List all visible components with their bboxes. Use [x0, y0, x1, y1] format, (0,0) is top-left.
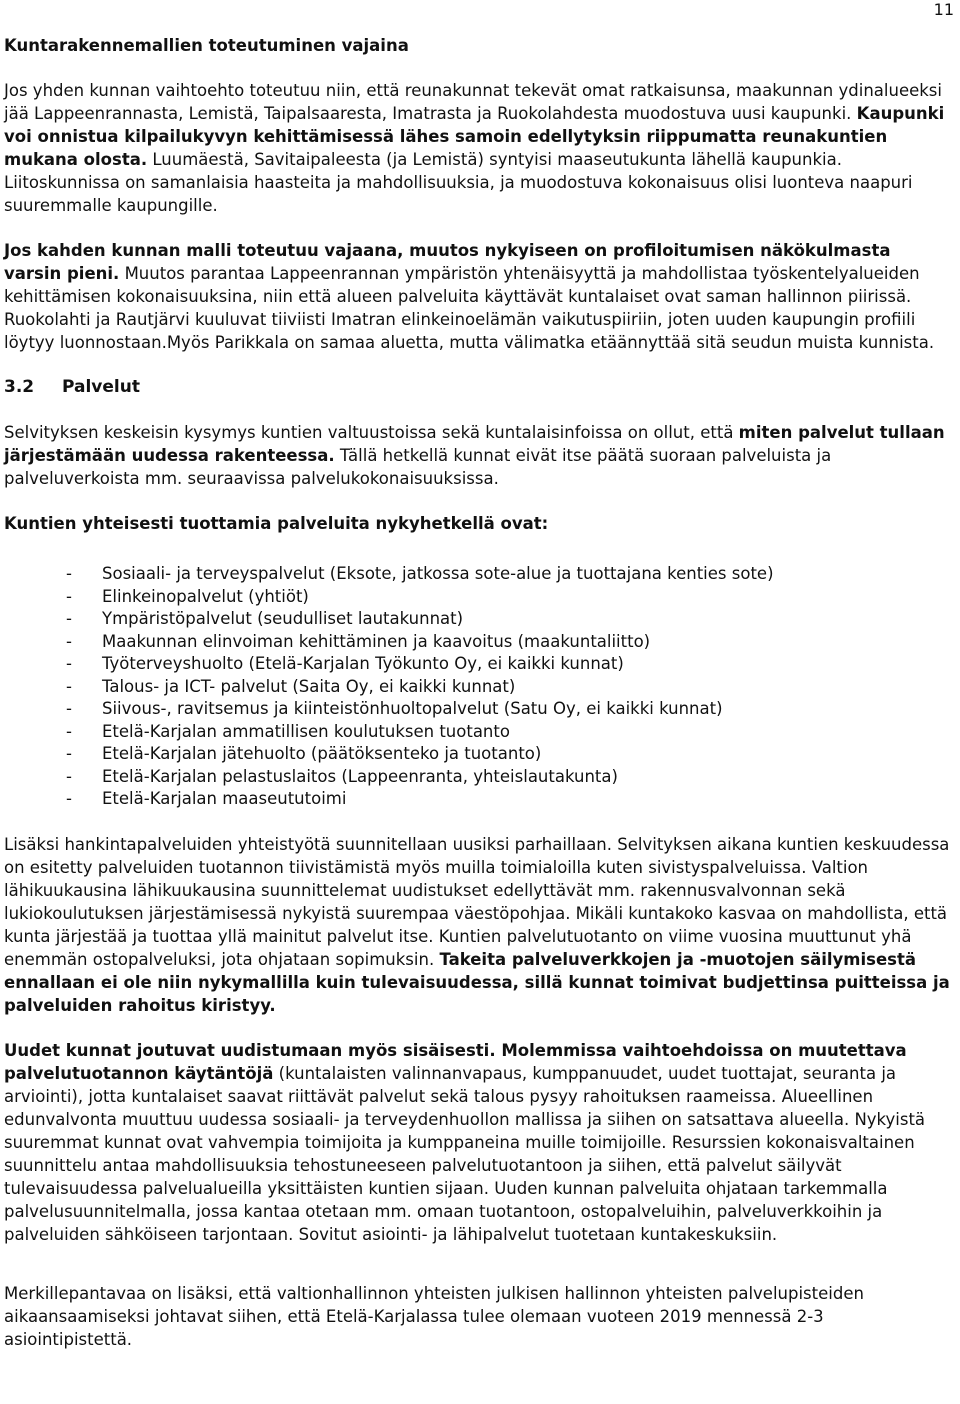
paragraph-3: Selvityksen keskeisin kysymys kuntien valtuustoissa sekä kuntalaisinfoissa on ollut, että miten palvelut tullaan järjestämään uudessa rakenteessa. Tällä hetkellä kunnat eivät itse päätä suoraan palveluista ja palveluverkoista mm. seuraavissa palvelukokonaisuuksissa. — [4, 423, 945, 488]
list-item — [66, 586, 952, 609]
paragraph-4: Lisäksi hankintapalveluiden yhteistyötä suunnitellaan uusiksi parhaillaan. Selvityksen aikana kuntien keskuudessa on esitetty palveluiden tuotannon tiivistämistä myös muilla toimialoilla kuten sivistyspalveluissa. Valtion lähikuukausina lähikuukausina suunnittelemat uudistukset edellyttävät mm. rakennusvalvonnan sekä lukiokoulutuksen järjestämisessä nykyistä suurempaa väestöpohjaa. Mikäli kuntakoko kasvaa on mahdollista, että kunta järjestää ja tuottaa yllä mainitut palvelut itse. Kuntien palvelutuotanto on viime vuosina muuttunut yhä enemmän ostopalveluksi, jota ohjataan sopimuksin. Takeita palveluverkkojen ja -muotojen säilymisestä ennallaan ei ole niin nykymallilla kuin tulevaisuudessa, sillä kunnat toimivat budjettinsa puitteissa ja palveluiden rahoitus kiristyy. — [4, 834, 950, 1015]
section-name: Palvelut — [62, 377, 140, 397]
services-list — [66, 563, 952, 811]
list-item — [66, 563, 952, 586]
list-item — [66, 698, 952, 721]
dash-bullet: - — [66, 744, 72, 763]
dash-bullet: - — [66, 631, 72, 651]
list-item-text: Etelä-Karjalan maaseututoimi — [102, 789, 347, 808]
list-item — [66, 676, 952, 699]
list-item — [66, 653, 952, 676]
paragraph-1: Jos yhden kunnan vaihtoehto toteutuu niin, että reunakunnat tekevät omat ratkaisunsa, maakunnan ydinalueeksi jää Lappeenrannasta, Lemistä, Taipalsaaresta, Imatrasta ja Ruokolahdesta muodostuva uusi kaupunki. Kaupunki voi onnistua kilpailukyvyn kehittämisessä lähes samoin edellytyksin riippumatta reunakuntien mukana olosta. Luumäestä, Savitaipaleesta (ja Lemistä) syntyisi maaseutukunta lähellä kaupunkia. Liitoskunnissa on samanlaisia haasteita ja mahdollisuuksia, ja muodostuva kokonaisuus olisi luonteva naapuri suuremmalle kaupungille. — [4, 81, 945, 215]
list-item — [66, 608, 952, 631]
list-item-text: Sosiaali- ja terveyspalvelut (Eksote, jatkossa sote-alue ja tuottajana kenties sote) — [102, 564, 774, 583]
paragraph-6: Merkillepantavaa on lisäksi, että valtionhallinnon yhteisten julkisen hallinnon yhteisten palvelupisteiden aikaansaamiseksi johtavat siihen, että Etelä-Karjalassa tulee olemaan vuoteen 2019 mennessä 2-3 asiointipistettä. — [4, 1283, 864, 1349]
list-item-text: Etelä-Karjalan jätehuolto (päätöksenteko ja tuotanto) — [102, 744, 542, 763]
list-item-text: Elinkeinopalvelut (yhtiöt) — [102, 586, 309, 606]
document-body — [4, 34, 952, 1351]
page-number: 11 — [933, 0, 954, 19]
section-number: 3.2 — [4, 377, 35, 397]
list-item — [66, 766, 952, 789]
list-heading: Kuntien yhteisesti tuottamia palveluita nykyhetkellä ovat: — [4, 514, 549, 533]
dash-bullet: - — [66, 766, 72, 786]
dash-bullet: - — [66, 609, 72, 628]
dash-bullet: - — [66, 586, 72, 606]
list-item — [66, 631, 952, 654]
dash-bullet: - — [66, 564, 72, 583]
dash-bullet: - — [66, 721, 72, 741]
section-heading: Kuntarakennemallien toteutuminen vajaina — [4, 36, 409, 55]
section-title — [4, 376, 952, 399]
list-item-text: Siivous-, ravitsemus ja kiinteistönhuoltopalvelut (Satu Oy, ei kaikki kunnat) — [102, 699, 723, 718]
list-item — [66, 788, 952, 811]
dash-bullet: - — [66, 699, 72, 718]
list-item — [66, 743, 952, 766]
dash-bullet: - — [66, 676, 72, 696]
list-item-text: Ympäristöpalvelut (seudulliset lautakunnat) — [102, 609, 464, 628]
list-item-text: Työterveyshuolto (Etelä-Karjalan Työkunto Oy, ei kaikki kunnat) — [102, 654, 624, 673]
list-item-text: Maakunnan elinvoiman kehittäminen ja kaavoitus (maakuntaliitto) — [102, 631, 651, 651]
list-item — [66, 721, 952, 744]
paragraph-2: Jos kahden kunnan malli toteutuu vajaana, muutos nykyiseen on profiloitumisen näkökulmasta varsin pieni. Muutos parantaa Lappeenrannan ympäristön yhtenäisyyttä ja mahdollistaa työskentelyalueiden kehittämisen kokonaisuuksina, niin että alueen palveluita käyttävät kuntalaiset ovat saman hallinnon piirissä. Ruokolahti ja Rautjärvi kuuluvat tiiviisti Imatran elinkeinoelämän vaikutuspiiriin, joten uuden kaupungin profiili löytyy luonnostaan.Myös Parikkala on samaa aluetta, mutta välimatka etäännyttää sitä seudun muista kunnista. — [4, 241, 935, 352]
list-item-text: Etelä-Karjalan ammatillisen koulutuksen tuotanto — [102, 721, 510, 741]
dash-bullet: - — [66, 789, 72, 808]
list-item-text: Etelä-Karjalan pelastuslaitos (Lappeenranta, yhteislautakunta) — [102, 766, 618, 786]
dash-bullet: - — [66, 654, 72, 673]
list-item-text: Talous- ja ICT- palvelut (Saita Oy, ei kaikki kunnat) — [102, 676, 516, 696]
paragraph-5: Uudet kunnat joutuvat uudistumaan myös sisäisesti. Molemmissa vaihtoehdoissa on muutettava palvelutuotannon käytäntöjä (kuntalaisten valinnanvapaus, kumppanuudet, uudet tuottajat, seuranta ja arviointi), jotta kuntalaiset saavat riittävät palvelut sekä talous pysyy rahoituksen raameissa. Alueellinen edunvalvonta muuttuu uudessa sosiaali- ja terveydenhuollon mallissa ja siihen on satsattava alueella. Nykyistä suuremmat kunnat ovat vahvempia toimijoita ja kumppaneina muille toimijoille. Resurssien kokonaisvaltainen suunnittelu antaa mahdollisuuksia tehostuneeseen palvelutuotantoon ja siihen, että palvelut säilyvät tulevaisuudessa palvelualueilla yksittäisten kuntien sijaan. Uuden kunnan palveluita ohjataan tarkemmalla palvelusuunnitelmalla, jossa kantaa otetaan mm. omaan tuotantoon, ostopalveluihin, palveluverkkoihin ja palveluiden sähköiseen tarjontaan. Sovitut asiointi- ja lähipalvelut tuotetaan kuntakeskuksiin. — [4, 1040, 926, 1244]
